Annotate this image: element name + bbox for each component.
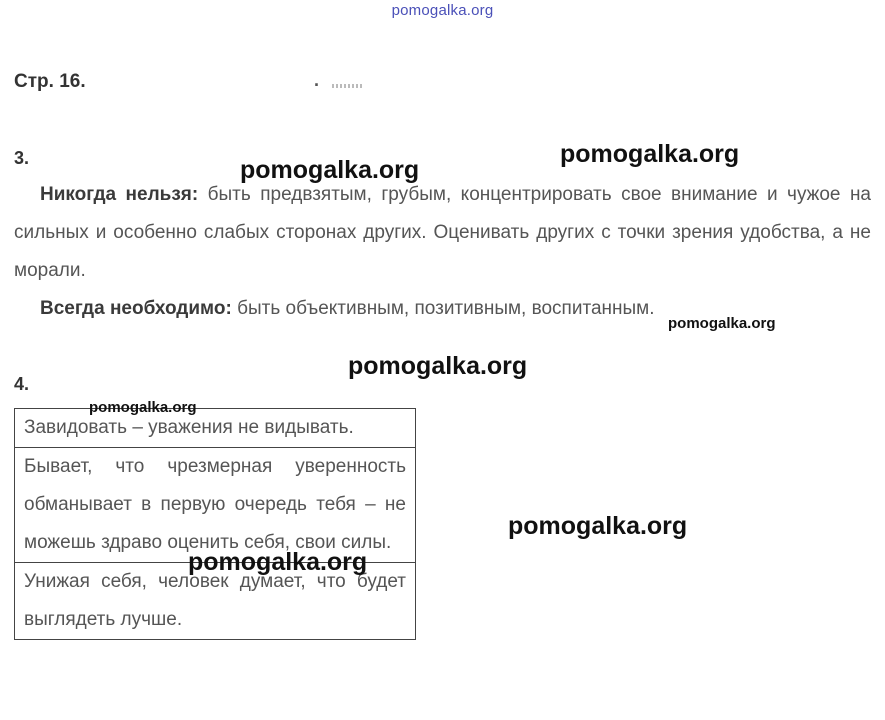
table-cell: Завидовать – уважения не видывать.: [15, 409, 416, 448]
table-row: [15, 448, 416, 563]
watermark: pomogalka.org: [348, 352, 528, 380]
watermark: pomogalka.org: [508, 512, 688, 540]
never-text: быть предвзятым, грубым, концентрировать свое внимание и чужое на сильных и особенно слабых сторонах других. Оценивать других с точки зрения удобства, а не морали.: [14, 184, 872, 281]
watermark: pomogalka.org: [188, 548, 368, 576]
always-text: быть объективным, позитивным, воспитанным.: [237, 298, 655, 319]
stray-dots-decoration: [332, 84, 364, 88]
table-cell: Унижая себя, человек думает, что будет выглядеть лучше.: [15, 563, 416, 640]
watermark: pomogalka.org: [240, 156, 420, 184]
scan-gap: [15, 676, 193, 684]
site-header-link[interactable]: pomogalka.org: [391, 2, 494, 19]
answer-table: [14, 408, 416, 640]
page-reference: Стр. 16.: [14, 71, 86, 92]
always-label: Всегда необходимо:: [40, 298, 232, 319]
table-cell: Бывает, что чрезмерная уверенность обманывает в первую очередь тебя – не можешь здраво оценить себя, свои силы.: [15, 448, 416, 563]
watermark: pomogalka.org: [89, 399, 197, 416]
never-label: Никогда нельзя:: [40, 184, 199, 205]
table-row: [15, 409, 416, 448]
task-4-number: 4.: [14, 374, 30, 394]
stray-mark: .: [314, 70, 320, 90]
never-paragraph: [14, 176, 871, 290]
task-3-number: 3.: [14, 148, 30, 168]
watermark: pomogalka.org: [668, 315, 776, 332]
watermark: pomogalka.org: [560, 140, 740, 168]
